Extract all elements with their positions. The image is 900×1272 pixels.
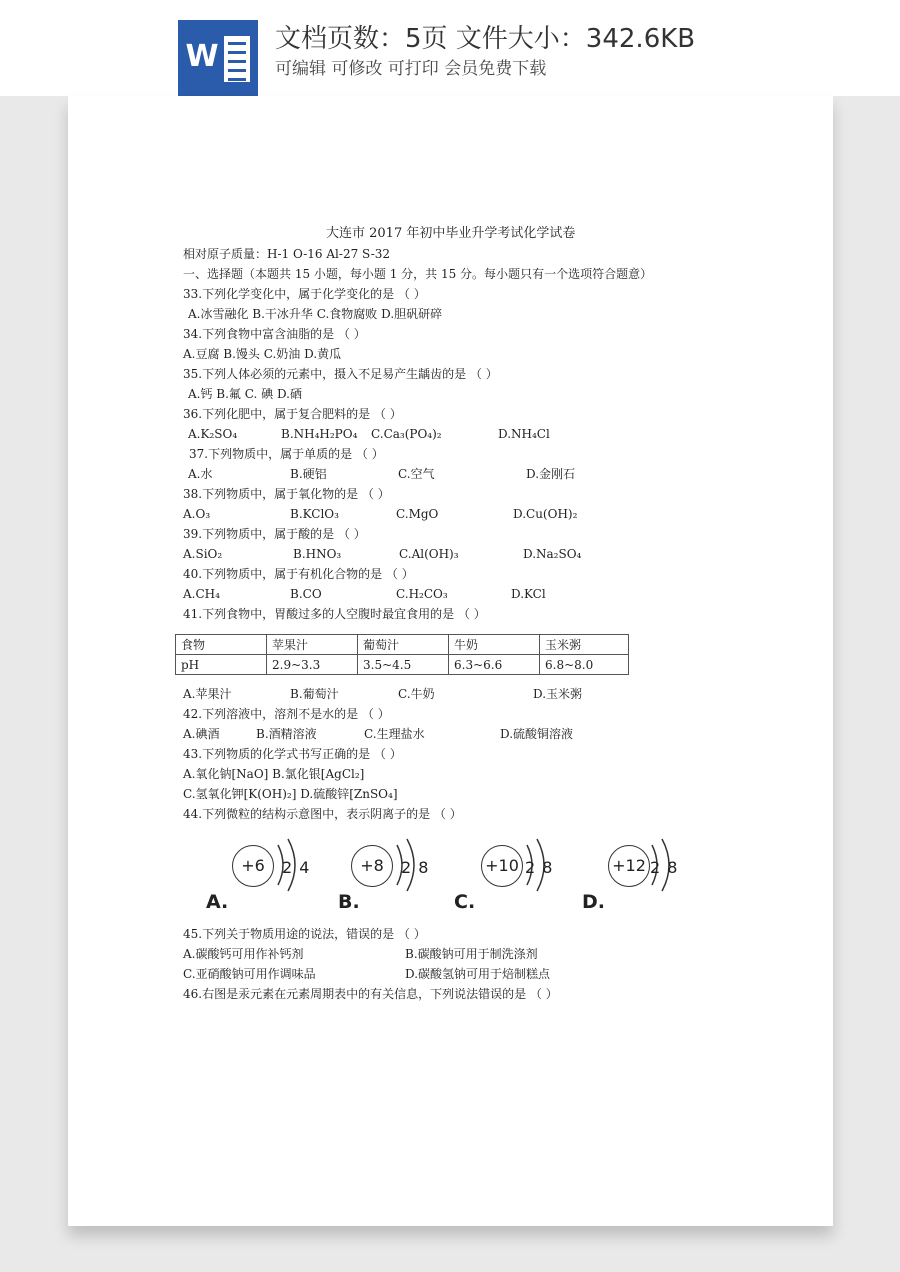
table-cell: 葡萄汁 <box>358 635 449 655</box>
option-b: B.碳酸钠可用于制洗涤剂 <box>405 947 538 961</box>
table-cell: 6.3~6.6 <box>449 655 540 675</box>
option-a: A.SiO₂ <box>183 547 223 561</box>
table-cell: 2.9~3.3 <box>267 655 358 675</box>
option-d: D.金刚石 <box>526 467 576 481</box>
question-46: 46.右图是汞元素在元素周期表中的有关信息，下列说法错误的是 （ ） <box>183 987 558 1001</box>
nucleus: +8 <box>351 845 393 887</box>
question-45: 45.下列关于物质用途的说法，错误的是 （ ） <box>183 927 426 941</box>
electron-shells: 2 8 <box>401 858 430 877</box>
option-c: C.亚硝酸钠可用作调味品 <box>183 967 316 981</box>
section-heading: 一、选择题（本题共 15 小题，每小题 1 分，共 15 分。每小题只有一个选项符合题意） <box>183 267 653 281</box>
option-d: D.KCl <box>511 587 546 601</box>
electron-shell-arcs <box>463 831 583 901</box>
option-b: B.酒精溶液 <box>256 727 317 741</box>
question-33: 33.下列化学变化中，属于化学变化的是 （ ） <box>183 287 426 301</box>
question-34-options: A.豆腐 B.馒头 C.奶油 D.黄瓜 <box>183 347 342 361</box>
question-41: 41.下列食物中，胃酸过多的人空腹时最宜食用的是 （ ） <box>183 607 486 621</box>
option-b: B.葡萄汁 <box>290 687 339 701</box>
word-document-icon <box>178 20 258 96</box>
atom-diagram-d <box>582 831 708 926</box>
exam-content <box>68 96 833 1226</box>
table-row <box>176 655 629 675</box>
option-d: D.Na₂SO₄ <box>523 547 582 561</box>
option-c: C.Ca₃(PO₄)₂ <box>371 427 442 441</box>
option-d: D.玉米粥 <box>533 687 583 701</box>
question-35-options: A.钙 B.氟 C. 碘 D.硒 <box>188 387 302 401</box>
electron-shell-arcs <box>218 831 338 901</box>
question-43-options-cd: C.氢氧化钾[K(OH)₂] D.硫酸锌[ZnSO₄] <box>183 787 398 801</box>
electron-shell-arcs <box>588 831 708 901</box>
table-cell: 苹果汁 <box>267 635 358 655</box>
atom-diagram-c <box>454 831 583 926</box>
option-b: B.硬铝 <box>290 467 327 481</box>
option-b: B.KClO₃ <box>290 507 339 521</box>
word-letter: W <box>185 39 219 74</box>
option-a: A.水 <box>188 467 213 481</box>
option-a: A.碳酸钙可用作补钙剂 <box>183 947 304 961</box>
option-d: D.硫酸铜溶液 <box>500 727 574 741</box>
table-cell: 玉米粥 <box>540 635 629 655</box>
option-a: A.K₂SO₄ <box>188 427 238 441</box>
question-36: 36.下列化肥中，属于复合肥料的是 （ ） <box>183 407 402 421</box>
electron-shells: 2 4 <box>282 858 311 877</box>
option-c: C.H₂CO₃ <box>396 587 448 601</box>
question-43: 43.下列物质的化学式书写正确的是 （ ） <box>183 747 402 761</box>
question-38: 38.下列物质中，属于氧化物的是 （ ） <box>183 487 390 501</box>
question-34: 34.下列食物中富含油脂的是 （ ） <box>183 327 366 341</box>
table-cell: 6.8~8.0 <box>540 655 629 675</box>
document-lines-icon <box>224 36 250 82</box>
atom-diagram-a <box>206 831 338 926</box>
question-37: 37.下列物质中，属于单质的是 （ ） <box>189 447 384 461</box>
option-d: D.NH₄Cl <box>498 427 550 441</box>
nucleus: +6 <box>232 845 274 887</box>
option-c: C.牛奶 <box>398 687 435 701</box>
option-a: A.CH₄ <box>183 587 220 601</box>
table-cell: 食物 <box>176 635 267 655</box>
diagram-label: A. <box>206 891 229 913</box>
option-c: C.空气 <box>398 467 435 481</box>
option-a: A.O₃ <box>183 507 211 521</box>
option-c: C.MgO <box>396 507 439 521</box>
question-40: 40.下列物质中，属于有机化合物的是 （ ） <box>183 567 414 581</box>
document-info-title: 文档页数：5页 文件大小：342.6KB <box>275 24 696 54</box>
option-a: A.苹果汁 <box>183 687 232 701</box>
question-42: 42.下列溶液中，溶剂不是水的是 （ ） <box>183 707 390 721</box>
option-b: B.HNO₃ <box>293 547 342 561</box>
option-b: B.NH₄H₂PO₄ <box>281 427 358 441</box>
option-c: C.生理盐水 <box>364 727 425 741</box>
atom-structure-diagrams <box>206 831 708 926</box>
diagram-label: D. <box>582 891 605 913</box>
electron-shells: 2 8 <box>650 858 679 877</box>
option-d: D.碳酸氢钠可用于焙制糕点 <box>405 967 551 981</box>
question-44: 44.下列微粒的结构示意图中，表示阴离子的是 （ ） <box>183 807 462 821</box>
option-b: B.CO <box>290 587 322 601</box>
table-header-row <box>176 635 629 655</box>
ph-table <box>175 634 629 675</box>
download-banner <box>0 0 900 96</box>
table-cell: 3.5~4.5 <box>358 655 449 675</box>
option-d: D.Cu(OH)₂ <box>513 507 578 521</box>
electron-shells: 2 8 <box>525 858 554 877</box>
question-35: 35.下列人体必须的元素中，摄入不足易产生龋齿的是 （ ） <box>183 367 498 381</box>
nucleus: +10 <box>481 845 523 887</box>
question-33-options: A.冰雪融化 B.干冰升华 C.食物腐败 D.胆矾研碎 <box>188 307 443 321</box>
option-a: A.碘酒 <box>183 727 220 741</box>
table-cell: pH <box>176 655 267 675</box>
table-cell: 牛奶 <box>449 635 540 655</box>
atom-diagram-b <box>338 831 461 926</box>
question-39: 39.下列物质中，属于酸的是 （ ） <box>183 527 366 541</box>
diagram-label: B. <box>338 891 360 913</box>
option-c: C.Al(OH)₃ <box>399 547 459 561</box>
nucleus: +12 <box>608 845 650 887</box>
document-features: 可编辑 可修改 可打印 会员免费下载 <box>275 59 547 79</box>
exam-title: 大连市 2017 年初中毕业升学考试化学试卷 <box>326 226 576 241</box>
atomic-mass-line: 相对原子质量：H-1 O-16 Al-27 S-32 <box>183 247 391 261</box>
question-43-options-ab: A.氧化钠[NaO] B.氯化银[AgCl₂] <box>183 767 365 781</box>
diagram-label: C. <box>454 891 476 913</box>
